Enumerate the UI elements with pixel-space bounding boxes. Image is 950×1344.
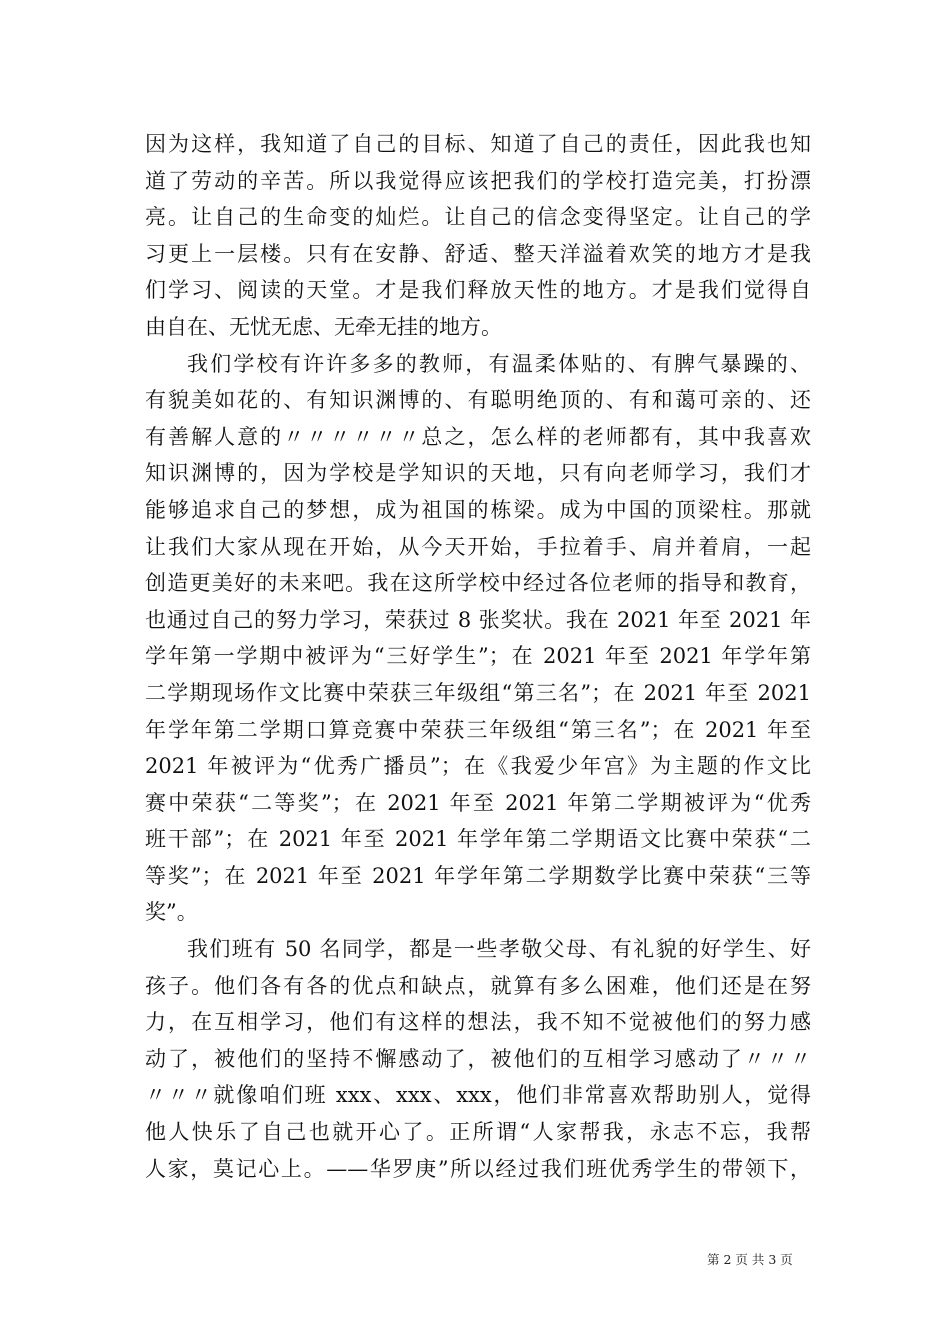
text-line: 二学期现场作文比赛中荣获三年级组“第三名”；在 2021 年至 2021 [145,680,811,705]
text-line: 由自在、无忧无虑、无牵无挂的地方。 [145,314,502,339]
text-line: 孩子。他们各有各的优点和缺点，就算有多么困难，他们还是在努 [145,973,811,998]
text-line: 奖”。 [145,900,198,925]
text-line: 创造更美好的未来吧。我在这所学校中经过各位老师的指导和教育， [145,571,811,596]
paragraph-2 [145,346,811,932]
text-line: 有善解人意的〃〃〃〃〃〃总之，怎么样的老师都有，其中我喜欢 [145,424,811,449]
text-line: 学年第一学期中被评为“三好学生”；在 2021 年至 2021 年学年第 [145,644,811,669]
page-number: 第 2 页 共 3 页 [707,1252,793,1267]
paragraph-1 [145,126,811,346]
text-line: 亮。让自己的生命变的灿烂。让自己的信念变得坚定。让自己的学 [145,205,811,230]
text-line: 我们班有 50 名同学，都是一些孝敬父母、有礼貌的好学生、好 [187,937,811,962]
text-line: 等奖”；在 2021 年至 2021 年学年第二学期数学比赛中荣获“三等 [145,863,811,888]
text-line: 〃〃〃就像咱们班 xxx、xxx、xxx，他们非常喜欢帮助别人，觉得 [145,1083,811,1108]
text-line: 因为这样，我知道了自己的目标、知道了自己的责任，因此我也知 [145,132,811,156]
text-line: 班干部”；在 2021 年至 2021 年学年第二学期语文比赛中荣获“二 [145,827,811,852]
text-line: 们学习、阅读的天堂。才是我们释放天性的地方。才是我们觉得自 [145,278,811,303]
text-line: 他人快乐了自己也就开心了。正所谓“人家帮我，永志不忘，我帮 [145,1120,811,1145]
text-line: 让我们大家从现在开始，从今天开始，手拉着手、肩并着肩，一起 [145,534,811,559]
text-line: 道了劳动的辛苦。所以我觉得应该把我们的学校打造完美，打扮漂 [145,168,811,193]
text-line: 动了，被他们的坚持不懈感动了，被他们的互相学习感动了〃〃〃 [145,1046,811,1071]
text-line: 习更上一层楼。只有在安静、舒适、整天洋溢着欢笑的地方才是我 [145,241,811,266]
text-line: 赛中荣获“二等奖”；在 2021 年至 2021 年第二学期被评为“优秀 [145,790,811,815]
text-line: 年学年第二学期口算竞赛中荣获三年级组“第三名”；在 2021 年至 [145,717,811,742]
text-line: 2021 年被评为“优秀广播员”；在《我爱少年宫》为主题的作文比 [145,754,811,779]
text-line: 有貌美如花的、有知识渊博的、有聪明绝顶的、有和蔼可亲的、还 [145,388,811,413]
text-line: 人家，莫记心上。——华罗庚”所以经过我们班优秀学生的带领下， [145,1156,811,1181]
text-line: 知识渊博的，因为学校是学知识的天地，只有向老师学习，我们才 [145,461,811,486]
paragraph-3 [145,931,811,1187]
text-line: 我们学校有许许多多的教师，有温柔体贴的、有脾气暴躁的、 [187,351,811,376]
document-body [145,126,811,1187]
text-line: 力，在互相学习，他们有这样的想法，我不知不觉被他们的努力感 [145,1010,811,1035]
text-line: 也通过自己的努力学习，荣获过 8 张奖状。我在 2021 年至 2021 年 [145,607,811,632]
text-line: 能够追求自己的梦想，成为祖国的栋梁。成为中国的顶梁柱。那就 [145,497,811,522]
